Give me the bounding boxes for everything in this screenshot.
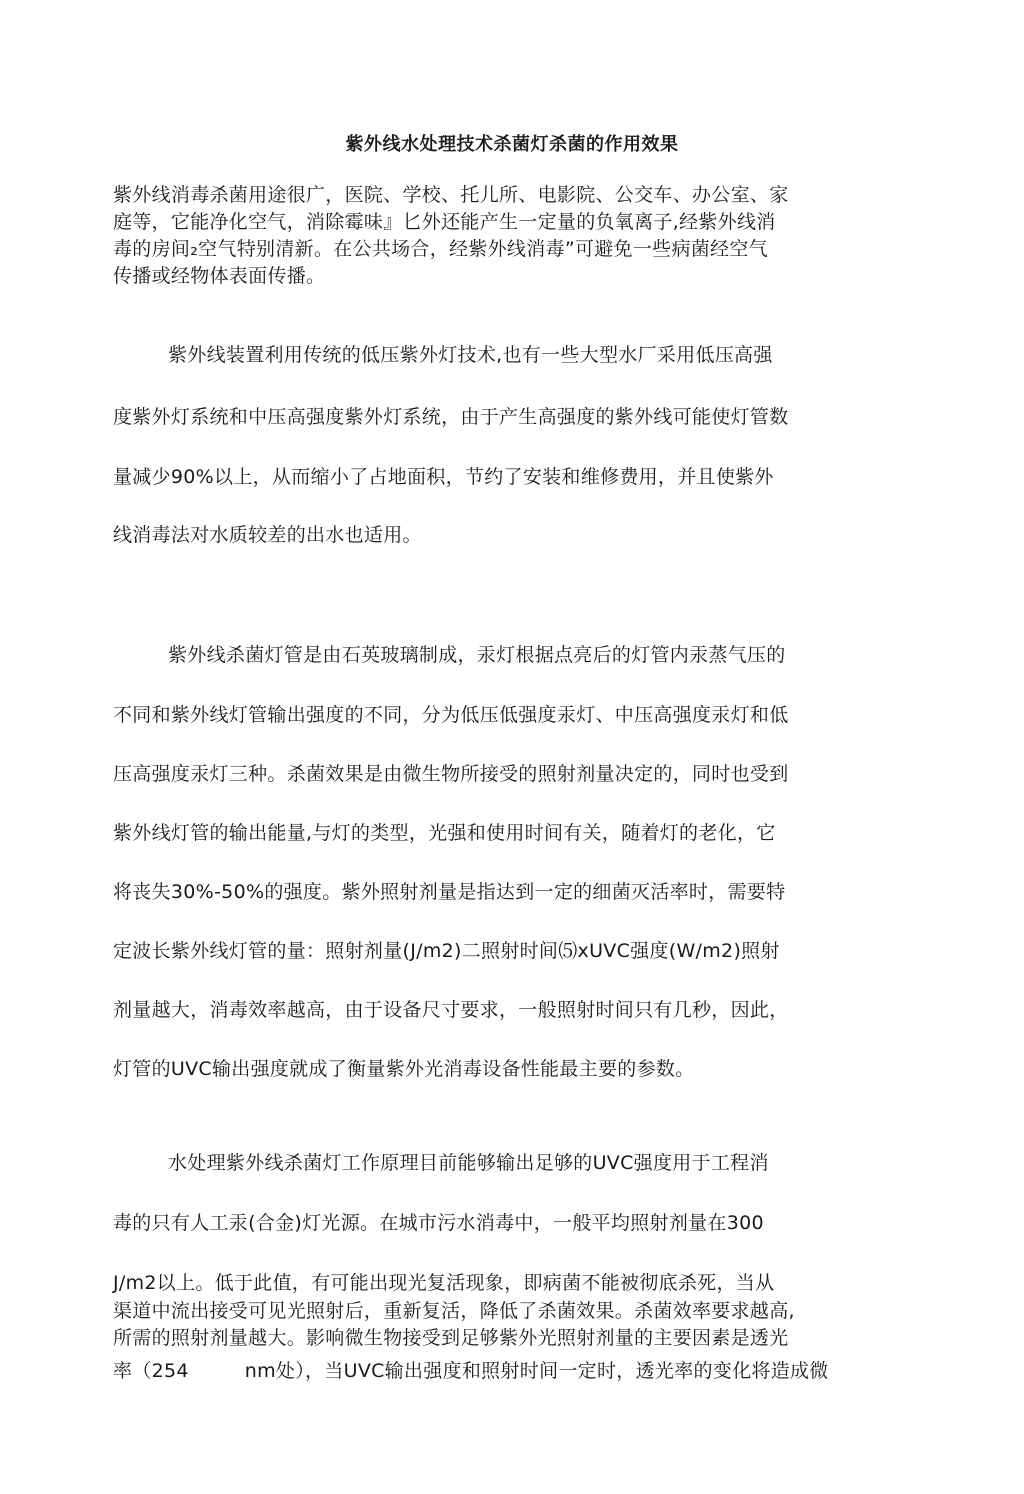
paragraph-3-line-6: 定波长紫外线灯管的量：照射剂量(J/m2)二照射时间⑸xUVC强度(W/m2)照射	[113, 940, 780, 962]
paragraph-2-line-1: 紫外线装置利用传统的低压紫外灯技术,也有一些大型水厂采用低压高强	[168, 344, 773, 366]
paragraph-4-line-6	[113, 1356, 829, 1383]
paragraph-3-line-3: 压高强度汞灯三种。杀菌效果是由微生物所接受的照射剂量决定的，同时也受到	[113, 763, 789, 785]
paragraph-3-line-1: 紫外线杀菌灯管是由石英玻璃制成，汞灯根据点亮后的灯管内汞蒸气压的	[168, 644, 786, 666]
paragraph-3-line-7: 剂量越大，消毒效率越高，由于设备尺寸要求，一般照射时间只有几秒，因此，	[113, 999, 789, 1021]
paragraph-3-line-2: 不同和紫外线灯管输出强度的不同，分为低压低强度汞灯、中压高强度汞灯和低	[113, 704, 789, 726]
paragraph-4-line-2: 毒的只有人工汞(合金)灯光源。在城市污水消毒中，一般平均照射剂量在300	[113, 1212, 764, 1234]
paragraph-4-line-6-part-1: 率（254	[113, 1360, 189, 1382]
paragraph-1-line-3: 毒的房间₂空气特别清新。在公共场合，经紫外线消毒”可避免一些病菌经空气	[113, 238, 768, 260]
paragraph-1-line-4: 传播或经物体表面传播。	[113, 265, 326, 287]
paragraph-4-line-6-part-2: nm处），当UVC输出强度和照射时间一定时，透光率的变化将造成微	[244, 1360, 829, 1382]
paragraph-3-line-8: 灯管的UVC输出强度就成了衡量紫外光消毒设备性能最主要的参数。	[113, 1058, 695, 1080]
paragraph-2-line-2: 度紫外灯系统和中压高强度紫外灯系统，由于产生高强度的紫外线可能使灯管数	[113, 406, 789, 428]
paragraph-1-line-2: 庭等，它能净化空气，消除霉味』匕外还能产生一定量的负氧离子,经紫外线消	[113, 211, 776, 233]
paragraph-2-line-3: 量减少90%以上，从而缩小了占地面积，节约了安装和维修费用，并且使紫外	[113, 466, 774, 488]
document-title: 紫外线水处理技术杀菌灯杀菌的作用效果	[345, 134, 679, 155]
paragraph-4-line-5: 所需的照射剂量越大。影响微生物接受到足够紫外光照射剂量的主要因素是透光	[113, 1327, 789, 1349]
paragraph-1-line-1: 紫外线消毒杀菌用途很广，医院、学校、托儿所、电影院、公交车、办公室、家	[113, 184, 789, 206]
paragraph-3-line-5: 将丧失30%-50%的强度。紫外照射剂量是指达到一定的细菌灭活率时，需要特	[113, 881, 786, 903]
paragraph-4-line-3: J/m2以上。低于此值，有可能出现光复活现象，即病菌不能被彻底杀死，当从	[113, 1272, 775, 1294]
paragraph-4-line-4: 渠道中流出接受可见光照射后，重新复活，降低了杀菌效果。杀菌效率要求越高,	[113, 1300, 795, 1322]
paragraph-2-line-4: 线消毒法对水质较差的出水也适用。	[113, 524, 422, 546]
paragraph-3-line-4: 紫外线灯管的输出能量,与灯的类型，光强和使用时间有关，随着灯的老化，它	[113, 822, 776, 844]
paragraph-4-line-1: 水处理紫外线杀菌灯工作原理目前能够输出足够的UVC强度用于工程消	[168, 1152, 769, 1174]
